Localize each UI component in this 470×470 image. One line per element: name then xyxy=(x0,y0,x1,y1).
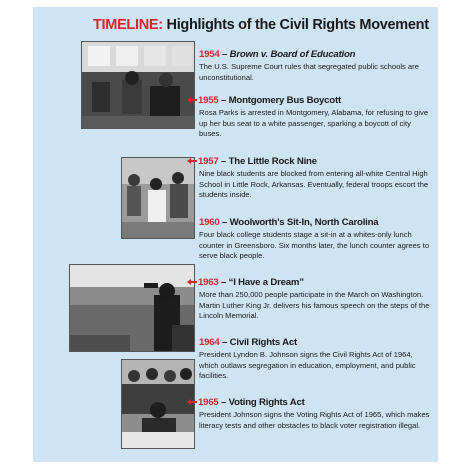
timeline-entry-1964 xyxy=(199,337,433,382)
title-prefix: TIMELINE: xyxy=(93,17,163,33)
entry-event: Voting Rights Act xyxy=(228,397,305,408)
entry-body: President Johnson signs the Voting Rights Act of 1965, which makes literacy tests and other obstacles to black voter registration illegal. xyxy=(199,410,430,430)
entry-event: Civil Rights Act xyxy=(229,337,297,348)
title-text: Highlights of the Civil Rights Movement xyxy=(162,17,429,33)
entry-year: 1963 xyxy=(198,277,219,288)
entry-year: 1955 xyxy=(198,95,219,106)
entry-body: President Lyndon B. Johnson signs the Civil Rights Act of 1964, which outlaws segregation in education, employment, and public facilities. xyxy=(199,350,416,381)
timeline-entry-1965 xyxy=(199,397,433,431)
entry-dash: – xyxy=(218,277,229,288)
entry-heading xyxy=(199,217,433,229)
entry-heading xyxy=(199,49,433,61)
entry-heading xyxy=(199,156,433,168)
entry-dash: – xyxy=(218,156,229,167)
timeline-entry-1960 xyxy=(199,217,433,262)
entry-year: 1954 xyxy=(199,49,220,60)
entry-year: 1964 xyxy=(199,337,220,348)
entry-year: 1957 xyxy=(198,156,219,167)
entry-event: Brown v. Board of Education xyxy=(229,49,356,60)
entry-body: Nine black students are blocked from entering all-white Central High School in Little Rock, Arkansas. Eventually, federal troops escort the students inside. xyxy=(199,169,429,200)
left-arrow-icon xyxy=(187,96,197,104)
entry-event: Montgomery Bus Boycott xyxy=(228,95,341,106)
entry-dash: – xyxy=(218,397,229,408)
entry-heading xyxy=(199,277,433,289)
timeline-entry-1954 xyxy=(199,49,433,83)
entry-body: More than 250,000 people participate in the March on Washington. Martin Luther King Jr. delivers his famous speech on the steps of the Lincoln Memorial. xyxy=(199,290,430,321)
entry-body: The U.S. Supreme Court rules that segregated public schools are unconstitutional. xyxy=(199,62,419,82)
entry-body: Rosa Parks is arrested in Montgomery, Alabama, for refusing to give up her bus seat to a white passenger, sparking a boycott of city buses. xyxy=(199,108,429,139)
page-title xyxy=(93,17,433,33)
left-arrow-icon xyxy=(187,278,197,286)
entry-heading xyxy=(199,95,433,107)
entry-heading xyxy=(199,337,433,349)
left-arrow-icon xyxy=(187,157,197,165)
entry-event: The Little Rock Nine xyxy=(228,156,317,167)
entry-year: 1965 xyxy=(198,397,219,408)
timeline-page xyxy=(33,7,438,462)
timeline-entry-1955 xyxy=(199,95,433,140)
entry-dash: – xyxy=(219,217,230,228)
entry-event: Woolworth's Sit-In, North Carolina xyxy=(229,217,379,228)
left-arrow-icon xyxy=(187,398,197,406)
entry-heading xyxy=(199,397,433,409)
timeline-entry-1963 xyxy=(199,277,433,322)
rosa-parks-bus-photo xyxy=(81,41,195,129)
entry-dash: – xyxy=(218,95,229,106)
entry-dash: – xyxy=(219,49,230,60)
entry-dash: – xyxy=(219,337,230,348)
voting-rights-signing-photo xyxy=(121,359,195,449)
timeline-entry-1957 xyxy=(199,156,433,201)
march-on-washington-photo xyxy=(69,264,195,352)
entry-event: “I Have a Dream” xyxy=(228,277,304,288)
entry-year: 1960 xyxy=(199,217,220,228)
entry-body: Four black college students stage a sit-in at a whites-only lunch counter in Greensboro. Six months later, the lunch counter agrees to serve black people. xyxy=(199,230,430,261)
little-rock-nine-photo xyxy=(121,157,195,239)
